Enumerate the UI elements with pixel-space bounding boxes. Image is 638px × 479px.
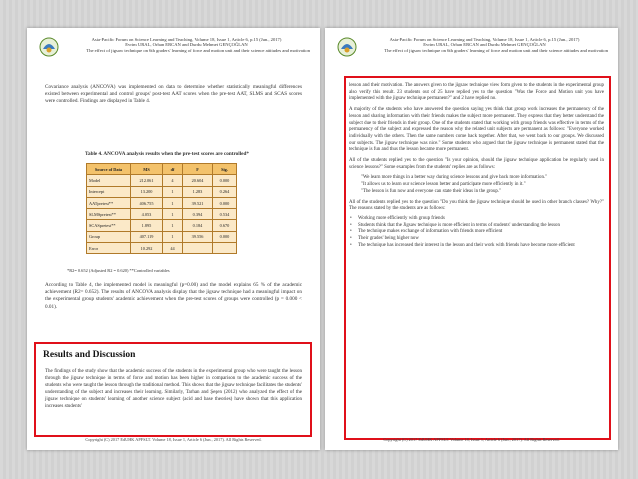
- student-quote: "We learn more things in a better way during science lessons and give back more information.": [361, 175, 548, 181]
- journal-logo-icon: [39, 37, 59, 57]
- results-paragraph: The findings of the study show that the academic success of the students in the experimental group who were taught the lesson through the jigsaw technique in terms of force and motion has been higher in comparison to the academic success of the students who were taught the lesson through the traditional method. This shows that the jigsaw technique facilitates the students' understanding of the subject and increases their learning. Similarly, Tarhan and Şeşen (2012) who analyzed the effect of the jigsaw technique on students' learning of another science subject (acid and base theories) have shown that this application increases students': [45, 369, 303, 409]
- col-header: F: [183, 164, 213, 175]
- paragraph: All of the students replied yes to the question "Is your opinion, should the jigsaw technique application be regularly used in science lessons?" Some examples from the students' replies are as follows:: [349, 158, 604, 170]
- table-cell: 1: [163, 231, 183, 242]
- col-header: Sig.: [213, 164, 237, 175]
- page-header: [335, 37, 608, 77]
- ancova-table: [86, 163, 237, 254]
- table-cell: Model: [87, 175, 131, 186]
- table-header-row: [87, 164, 237, 175]
- list-item: • Working more efficiently with group friends: [349, 216, 604, 223]
- table-cell: SCASpretest**: [87, 220, 131, 231]
- paragraph: A majority of the students who have answered the question saying yes think that group work increases the permanency of the lesson and sharing information with their friends makes the subject more permanent. They express that they better understand the subject due to their friends in their group. One of the students stated that working with group friends was effective in terms of the permanency of the subject and expressed the reason why the related unit subjects are permanent as follows: "Everyone worked individually with the others. Then the same numbers come back together. After that, we went back to our groups. We discussed our subjects. The jigsaw technique was nice." Some students who argued that the jigsaw technique is permanent stated that the technique is fun and thus the lesson became more permanent.: [349, 107, 604, 153]
- student-quote: "The lesson is fun now and everyone can state their ideas in the group.": [361, 188, 502, 194]
- table-cell: 20.604: [183, 175, 213, 186]
- table-cell: [213, 243, 237, 254]
- paragraph: All of the students replied yes to the question "Do you think the jigsaw technique should be used in other branch classes? Why?" The reasons stated by the students are as follows:: [349, 199, 604, 212]
- page-footer: Copyright (C) 2017 EdUHK APFSLT. Volume 18, Issue 1, Article 6 (Jun., 2017). All Rights Reserved.: [383, 437, 560, 442]
- table-cell: 1: [163, 220, 183, 231]
- header-line-3: The effect of jigsaw technique on 6th graders' learning of force and motion unit and their science attitudes and motivation: [86, 47, 310, 53]
- table-cell: [183, 243, 213, 254]
- table-cell: 212.061: [131, 175, 163, 186]
- header-text: [63, 37, 310, 53]
- table-cell: 13.200: [131, 186, 163, 197]
- table-title: Table 4. ANCOVA analysis results when the pre-test scores are controlled*: [85, 151, 249, 157]
- table-cell: 0.000: [213, 197, 237, 208]
- col-header: MS: [131, 164, 163, 175]
- table-cell: 1: [163, 197, 183, 208]
- table-cell: 10.292: [131, 243, 163, 254]
- analysis-paragraph: According to Table 4, the implemented model is meaningful (p=0.00) and the model explains 65 % of the academic achievement (R2= 0.652). The results of ANCOVA analysis display that the jigsaw technique had a meaningful impact on the experimental group students' academic achievement when the pre-test scores of groups were controlled (p = 0.000 < 0.01).: [45, 282, 302, 310]
- right-content: [349, 83, 604, 249]
- table-cell: Group: [87, 231, 131, 242]
- table-row: [87, 243, 237, 254]
- page-header: [37, 37, 310, 77]
- list-item: • The technique has increased their interest in the lesson and their work with friends have become more efficient: [349, 243, 604, 250]
- table-cell: 0.394: [183, 209, 213, 220]
- table-cell: 406.755: [131, 197, 163, 208]
- table-cell: 0.264: [213, 186, 237, 197]
- table-cell: 1: [163, 209, 183, 220]
- section-title: Results and Discussion: [43, 350, 136, 360]
- header-line-2: Evrim URAL, Orhan ERCAN and Durdu Mehmet GENÇOĞLAN: [423, 42, 546, 48]
- table-cell: 1.895: [131, 220, 163, 231]
- table-cell: Intercept: [87, 186, 131, 197]
- header-text: [361, 37, 608, 53]
- header-line-2: Evrim URAL, Orhan ERCAN and Durdu Mehmet GENÇOĞLAN: [125, 42, 248, 48]
- intro-paragraph: Covariance analysis (ANCOVA) was implemented on data to determine whether statistically meaningful differences existed between experimental and control groups' post-test AAT scores when the pre-test AAT, SLMS and SCAS scores were controlled. Findings are displayed in Table 4.: [45, 84, 302, 105]
- reasons-list: [349, 216, 604, 250]
- table-row: [87, 186, 237, 197]
- table-cell: 0.184: [183, 220, 213, 231]
- table-cell: SLMSpretest**: [87, 209, 131, 220]
- col-header: df: [163, 164, 183, 175]
- table-row: [87, 197, 237, 208]
- table-note: *R2= 0.652 (Adjusted R2 = 0.620) **Controlled variables: [67, 268, 170, 273]
- table-cell: 44: [163, 243, 183, 254]
- table-cell: 39.521: [183, 197, 213, 208]
- list-item: • Their grades' being higher now: [349, 236, 604, 243]
- page-footer: Copyright (C) 2017 EdUHK APFSLT. Volume 18, Issue 1, Article 6 (Jun., 2017). All Rights Reserved.: [85, 437, 262, 442]
- table-cell: 1.283: [183, 186, 213, 197]
- col-header: Source of Data: [87, 164, 131, 175]
- table-cell: 4: [163, 175, 183, 186]
- table-cell: 39.556: [183, 231, 213, 242]
- table-row: [87, 209, 237, 220]
- list-item: • The technique makes exchange of information with friends more efficient: [349, 229, 604, 236]
- header-line-1: Asia-Pacific Forum on Science Learning and Teaching, Volume 18, Issue 1, Article 6, p.15 (Jun., 2017): [389, 37, 580, 42]
- table-cell: AATpretest**: [87, 197, 131, 208]
- table-cell: Error: [87, 243, 131, 254]
- table-cell: 0.534: [213, 209, 237, 220]
- left-page: [27, 28, 320, 450]
- header-line-3: The effect of jigsaw technique on 6th graders' learning of force and motion unit and their science attitudes and motivation: [384, 47, 608, 53]
- table-cell: 0.000: [213, 231, 237, 242]
- table-cell: 407.119: [131, 231, 163, 242]
- right-page: [325, 28, 618, 450]
- table-cell: 4.053: [131, 209, 163, 220]
- paragraph: lesson and their motivation. The answers given to the jigsaw technique view form given to the students in the experimental group also verify this result. 23 students out of 25 have replied yes to the question "Was the Force and Motion unit you have implemented with the jigsaw technique permanent?" and 2 have replied no.: [349, 83, 604, 102]
- journal-logo-icon: [337, 37, 357, 57]
- table-row: [87, 231, 237, 242]
- table-cell: 0.000: [213, 175, 237, 186]
- list-item: • Students think that the Jigsaw technique is more efficient in terms of students' understanding the lesson: [349, 223, 604, 230]
- table-cell: 0.670: [213, 220, 237, 231]
- table-row: [87, 220, 237, 231]
- table-cell: 1: [163, 186, 183, 197]
- header-line-1: Asia-Pacific Forum on Science Learning and Teaching, Volume 18, Issue 1, Article 6, p.15 (Jun., 2017): [91, 37, 282, 42]
- table-row: [87, 175, 237, 186]
- student-quote: "It allows us to learn our science lesson better and participate more efficiently in it.": [361, 182, 526, 188]
